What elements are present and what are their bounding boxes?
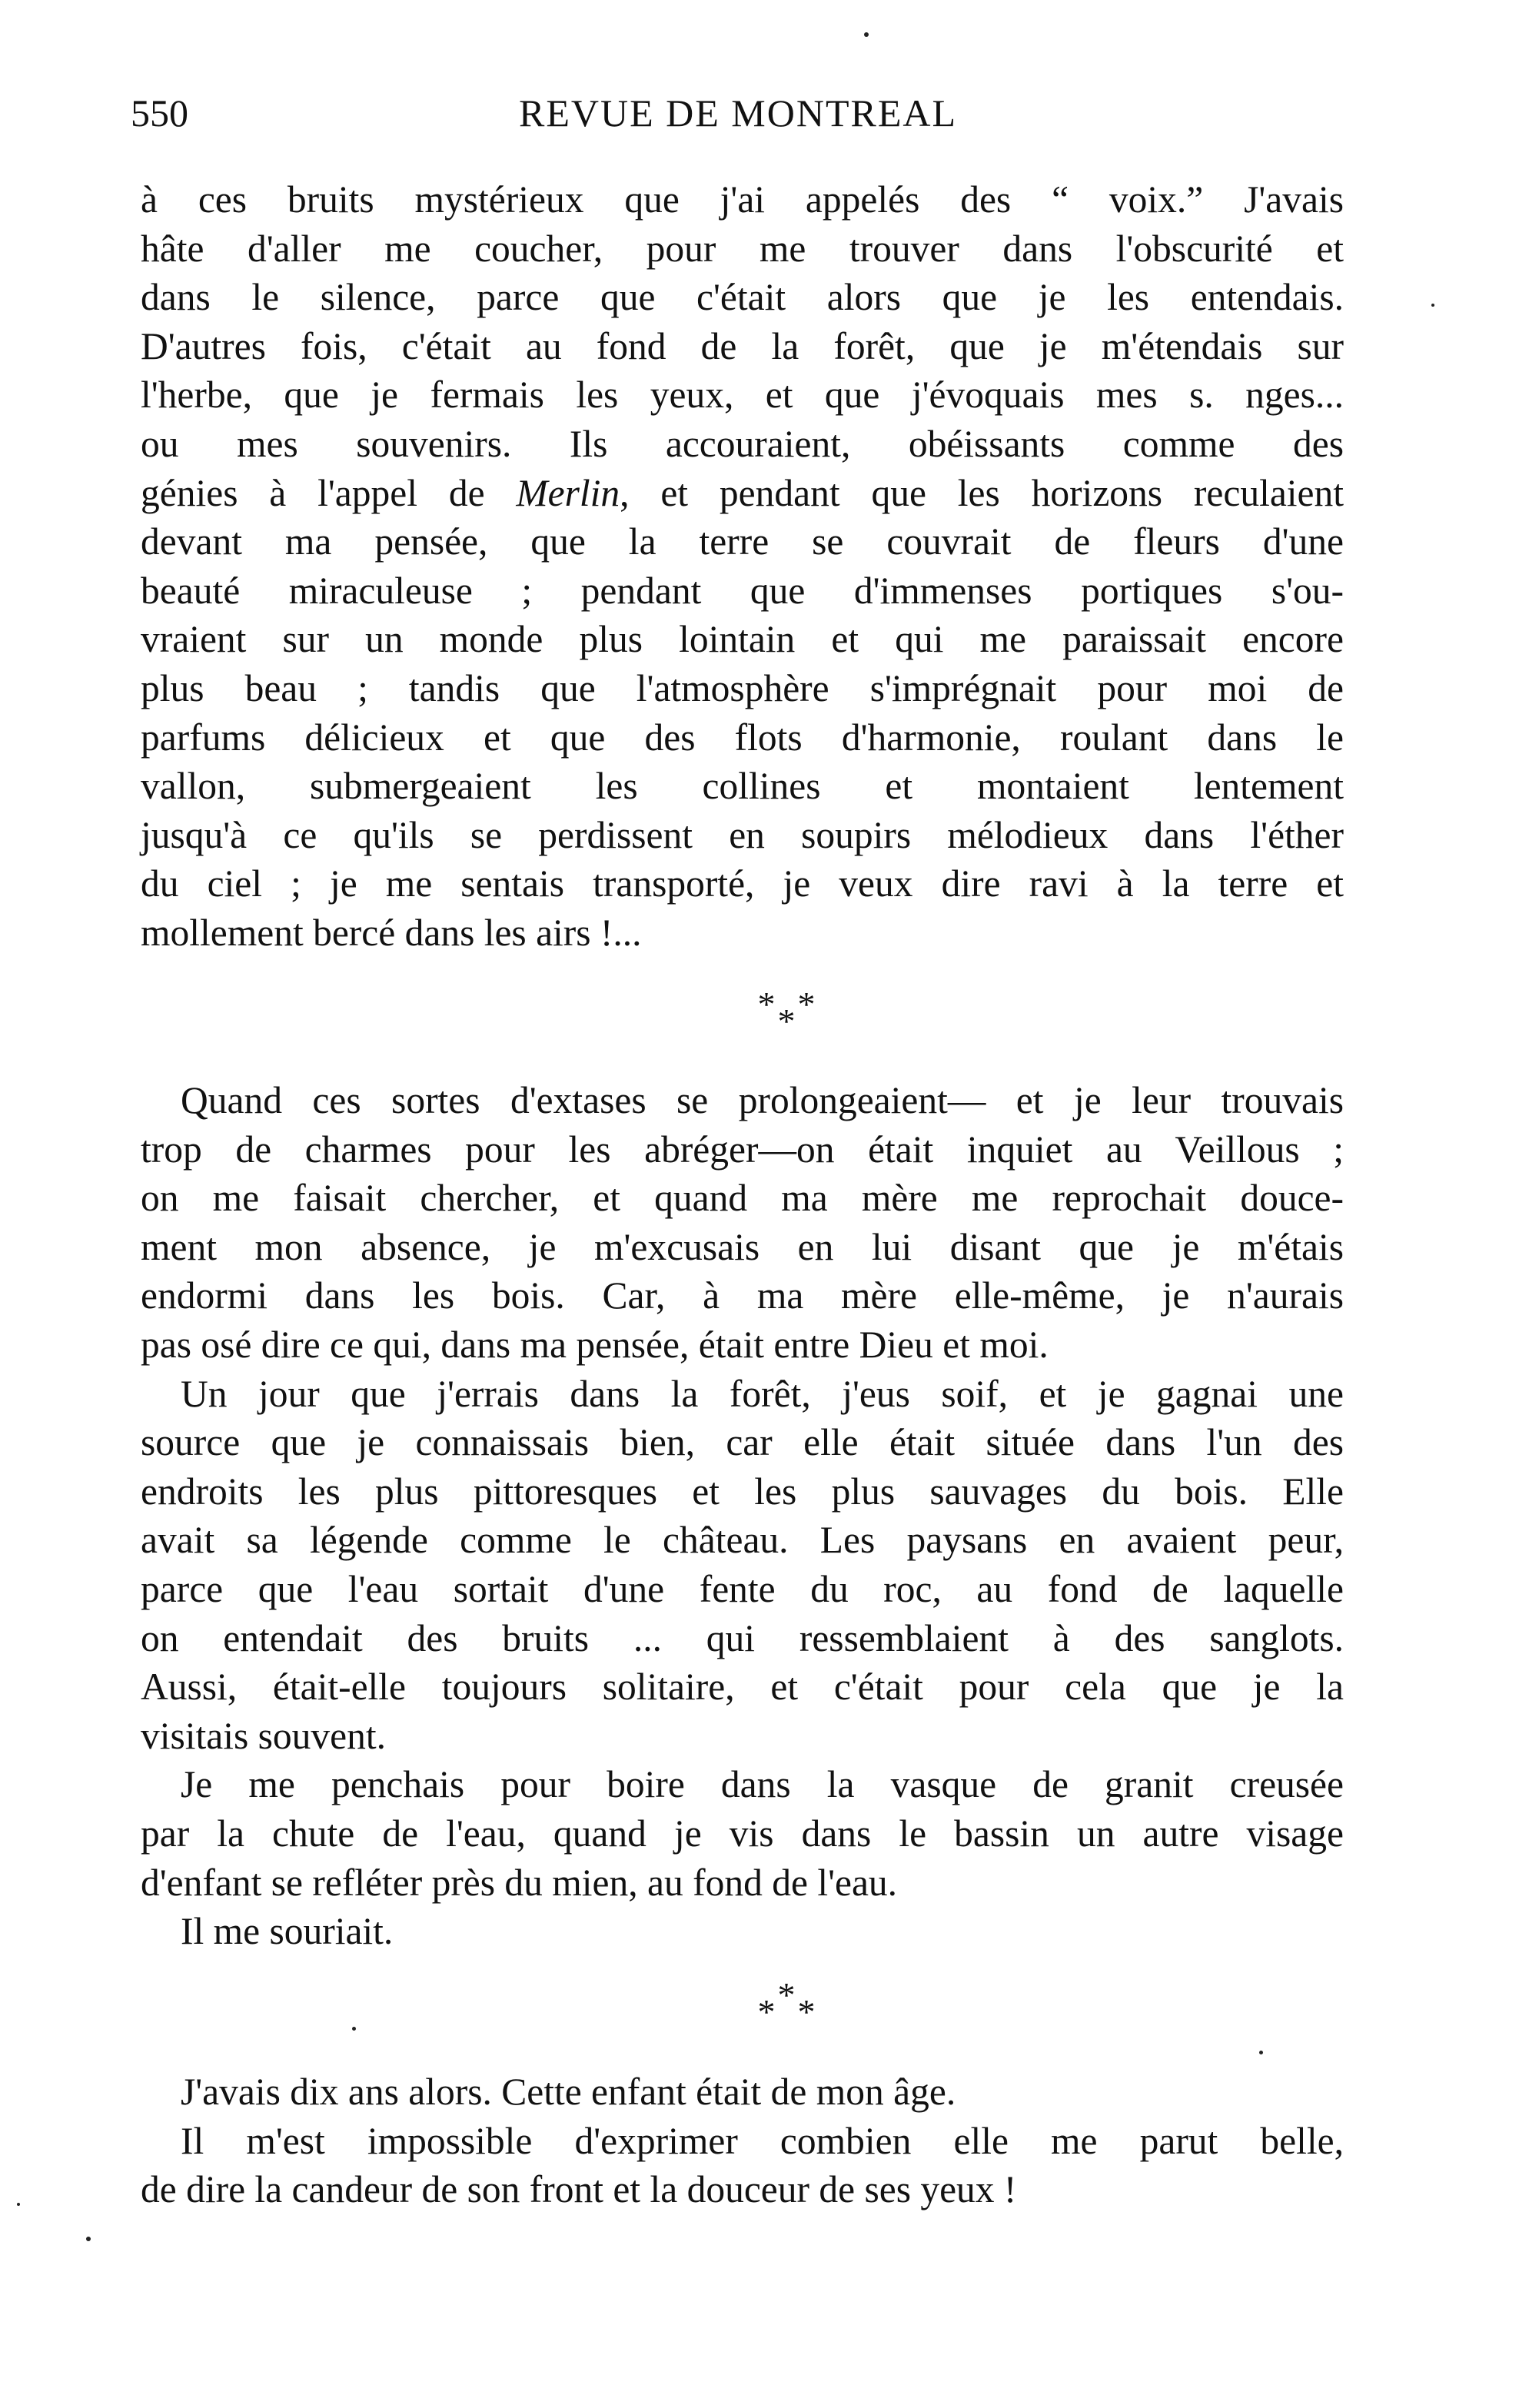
text-line: vraient sur un monde plus lointain et qui me paraissait encore — [141, 618, 1344, 661]
text-line: mollement bercé dans les airs !... — [141, 911, 642, 954]
text-line: Il me souriait. — [181, 1910, 394, 1953]
text-line: pas osé dire ce qui, dans ma pensée, était entre Dieu et moi. — [141, 1323, 1049, 1366]
text-line: endormi dans les bois. Car, à ma mère elle-même, je n'aurais — [141, 1274, 1344, 1317]
asterism-star: * — [777, 1001, 796, 1041]
text-line: devant ma pensée, que la terre se couvrait de fleurs d'une — [141, 520, 1344, 563]
text-line: Il m'est impossible d'exprimer combien elle me parut belle, — [181, 2119, 1344, 2162]
section-break-asterism — [23, 985, 1529, 1041]
text-line: de dire la candeur de son front et la douceur de ses yeux ! — [141, 2168, 1017, 2211]
text-line: plus beau ; tandis que l'atmosphère s'imprégnait pour moi de — [141, 666, 1344, 709]
page-number: 550 — [131, 91, 188, 135]
print-speck — [1431, 304, 1434, 307]
paragraph-spring — [141, 1076, 1344, 1956]
running-head: REVUE DE MONTREAL — [518, 91, 958, 135]
text-line: ment mon absence, je m'excusais en lui disant que je m'étais — [141, 1225, 1344, 1268]
text-line: Je me penchais pour boire dans la vasque de granit creusée — [181, 1763, 1344, 1806]
italic-name: Merlin — [516, 471, 620, 514]
print-speck — [352, 2027, 356, 2031]
text-line: parfums délicieux et que des flots d'harmonie, roulant dans le — [141, 716, 1344, 759]
text-fragment: génies à l'appel de — [141, 471, 517, 514]
text-line: Aussi, était-elle toujours solitaire, et c'était pour cela que je la — [141, 1666, 1344, 1709]
text-line: par la chute de l'eau, quand je vis dans le bassin un autre visage — [141, 1812, 1344, 1855]
text-line: on me faisait chercher, et quand ma mère me reprochait douce- — [141, 1177, 1344, 1220]
text-line: D'autres fois, c'était au fond de la forêt, que je m'étendais sur — [141, 324, 1344, 367]
asterism-stars — [753, 985, 823, 1041]
page-header — [131, 83, 1345, 144]
asterism-star: * — [777, 1975, 796, 2014]
asterism-stars — [753, 1975, 823, 2031]
text-line-merlin — [141, 469, 1344, 518]
text-fragment: , et pendant que les horizons reculaient — [620, 471, 1345, 514]
text-line: du ciel ; je me sentais transporté, je veux dire ravi à la terre et — [141, 862, 1344, 905]
text-line: visitais souvent. — [141, 1714, 386, 1757]
paragraph-girl — [141, 2068, 1344, 2214]
section-break-asterism — [23, 1975, 1529, 2031]
text-line: Un jour que j'errais dans la forêt, j'eus soif, et je gagnai une — [181, 1372, 1344, 1415]
text-line: on entendait des bruits ... qui ressemblaient à des sanglots. — [141, 1616, 1344, 1659]
asterism-star: * — [757, 1992, 776, 2031]
text-line: hâte d'aller me coucher, pour me trouver dans l'obscurité et — [141, 227, 1344, 270]
text-line: source que je connaissais bien, car elle était située dans l'un des — [141, 1421, 1344, 1464]
asterism-star: * — [797, 1992, 816, 2031]
text-line: endroits les plus pittoresques et les plus sauvages du bois. Elle — [141, 1470, 1344, 1513]
text-line: avait sa légende comme le château. Les paysans en avaient peur, — [141, 1519, 1344, 1562]
text-line: Quand ces sortes d'extases se prolongeaient— et je leur trouvais — [181, 1079, 1344, 1121]
print-speck — [864, 32, 869, 37]
text-line: beauté miraculeuse ; pendant que d'immenses portiques s'ou- — [141, 569, 1344, 612]
text-line: à ces bruits mystérieux que j'ai appelés des “ voix.” J'avais — [141, 178, 1344, 221]
text-line: ou mes souvenirs. Ils accouraient, obéissants comme des — [141, 422, 1344, 465]
text-line: jusqu'à ce qu'ils se perdissent en soupirs mélodieux dans l'éther — [141, 813, 1344, 856]
text-line: l'herbe, que je fermais les yeux, et que j'évoquais mes s. nges... — [141, 374, 1344, 417]
paragraph-voices — [141, 175, 1344, 958]
print-speck — [86, 2237, 91, 2241]
print-speck — [17, 2203, 20, 2206]
print-speck — [1259, 2051, 1263, 2054]
text-line: trop de charmes pour les abréger—on était inquiet au Veillous ; — [141, 1128, 1344, 1171]
text-line: J'avais dix ans alors. Cette enfant était de mon âge. — [181, 2071, 956, 2113]
text-line: parce que l'eau sortait d'une fente du roc, au fond de laquelle — [141, 1567, 1344, 1610]
asterism-star: * — [797, 985, 816, 1024]
text-line: vallon, submergeaient les collines et montaient lentement — [141, 765, 1344, 808]
asterism-star: * — [757, 985, 776, 1024]
text-line: dans le silence, parce que c'était alors que je les entendais. — [141, 276, 1344, 319]
text-line: d'enfant se refléter près du mien, au fond de l'eau. — [141, 1861, 898, 1904]
